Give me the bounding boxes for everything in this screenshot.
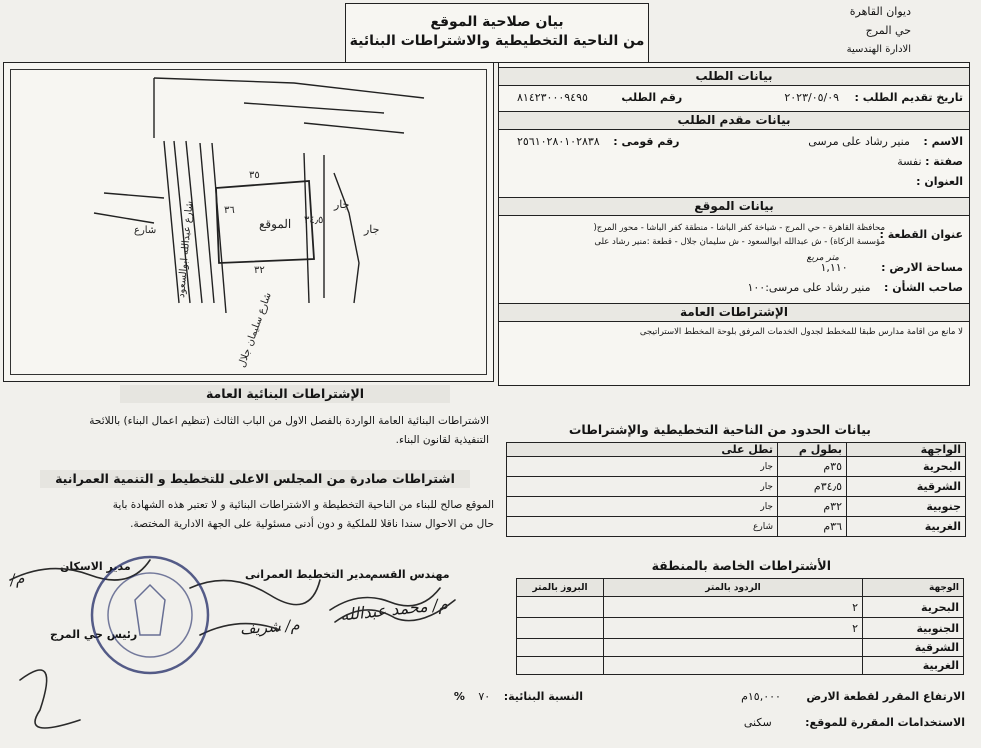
site-address bbox=[593, 221, 885, 249]
bounds-col-face: الواجهة bbox=[847, 443, 966, 457]
general-cond-header: الإشتراطات العامة bbox=[499, 303, 969, 322]
bounds-length: ٣٥م bbox=[778, 457, 847, 477]
site-owner bbox=[747, 281, 963, 294]
sketch-street-right bbox=[304, 153, 309, 303]
applicant-name bbox=[808, 135, 963, 148]
signature-engineer-title: مهندس القسم bbox=[370, 568, 450, 581]
request-date bbox=[784, 91, 963, 104]
sketch-label-plot: الموقع bbox=[259, 217, 292, 231]
title-line1: بيان صلاحية الموقع bbox=[430, 14, 564, 30]
bounds-length: ٣٢م bbox=[778, 497, 847, 517]
special-setback: ٢ bbox=[604, 618, 863, 639]
sketch-label-neighbor2: جار bbox=[364, 223, 380, 236]
official-seal bbox=[92, 557, 208, 673]
applicant-id-label: رقم قومى : bbox=[613, 135, 680, 148]
special-face: الشرقية bbox=[863, 639, 964, 657]
applicant-name-value: منير رشاد على مرسى bbox=[808, 135, 910, 148]
site-sketch-panel bbox=[3, 62, 494, 382]
bounds-face: الغربية bbox=[847, 517, 966, 537]
bounds-col-length: بطول م bbox=[778, 443, 847, 457]
request-date-label: تاريخ تقديم الطلب : bbox=[854, 91, 963, 104]
special-face: البحرية bbox=[863, 597, 964, 618]
council-line1: الموقع صالح للبناء من الناحية التخطيطة و الاشتراطات البنائية و لا تعتبر هذه الشهادة باية bbox=[112, 499, 494, 511]
uses-label: الاستخدامات المقررة للموقع: bbox=[805, 716, 965, 729]
ratio-label: النسبة البنائية: bbox=[503, 690, 583, 703]
applicant-capacity-value: نفسة bbox=[897, 155, 922, 168]
site-owner-label: صاحب الشأن : bbox=[883, 281, 963, 294]
sketch-dim-4: ٣٦ bbox=[224, 205, 235, 216]
building-cond-line2: التنفيذية لقانون البناء. bbox=[395, 434, 489, 446]
table-row bbox=[517, 657, 964, 675]
table-row bbox=[517, 618, 964, 639]
site-area-label: مساحة الارض : bbox=[881, 261, 963, 274]
gov-line2: حي المرج bbox=[865, 24, 911, 37]
applicant-id bbox=[517, 135, 679, 148]
signature-scribble-engineer bbox=[330, 588, 440, 610]
special-setback bbox=[604, 639, 863, 657]
bounds-table bbox=[506, 442, 966, 537]
general-cond-text: لا مانع من اقامة مدارس طبقا للمخطط لجدول الخدمات المرفق بلوحة المخطط الاستراتيجى bbox=[639, 327, 963, 337]
signature-chief-title: رئيس حي المرج bbox=[50, 628, 138, 641]
site-sketch bbox=[4, 63, 493, 381]
request-panel bbox=[498, 62, 970, 386]
request-date-value: ٢٠٢٣/٠٥/٠٩ bbox=[784, 91, 840, 104]
special-projection bbox=[517, 657, 604, 675]
title-line2: من الناحية التخطيطية والاشتراطات البنائية bbox=[349, 33, 645, 49]
sketch-label-north: شارع bbox=[134, 225, 157, 236]
council-line2: حال من الاحوال سندا ناقلا للملكية و دون أدنى مسئولية على الجهة الادارية المختصة. bbox=[130, 518, 494, 530]
council-text bbox=[113, 496, 494, 534]
height-row bbox=[741, 690, 965, 703]
site-area-value: ١,١١٠ bbox=[820, 261, 848, 274]
bounds-overlook: جار bbox=[507, 477, 778, 497]
applicant-capacity bbox=[897, 155, 963, 168]
ratio-unit: % bbox=[453, 690, 465, 703]
bounds-length: ٣٦م bbox=[778, 517, 847, 537]
table-row bbox=[517, 597, 964, 618]
request-header: بيانات الطلب bbox=[499, 67, 969, 86]
sketch-label-neighbor1: جار bbox=[334, 198, 350, 211]
site-area-unit: متر مربع bbox=[806, 253, 839, 263]
special-projection bbox=[517, 597, 604, 618]
special-col-setback: الردود بالمتر bbox=[604, 579, 863, 597]
signature-planning-title: مدير التخطيط العمرانى bbox=[245, 568, 372, 581]
gov-header bbox=[847, 2, 911, 59]
applicant-capacity-label: صفتة : bbox=[925, 155, 963, 168]
sketch-street-left-2 bbox=[212, 143, 226, 313]
site-address-label: عنوان القطعة : bbox=[879, 228, 963, 241]
table-row bbox=[507, 497, 966, 517]
bounds-face: البحرية bbox=[847, 457, 966, 477]
sketch-label-street2: شارع سليمان جلال bbox=[236, 291, 274, 370]
special-setback bbox=[604, 657, 863, 675]
height-value: ١٥,٠٠٠ bbox=[747, 690, 781, 703]
request-number bbox=[517, 91, 682, 104]
sketch-dim-3: ٣٢ bbox=[254, 265, 265, 276]
bounds-header-row bbox=[507, 443, 966, 457]
applicant-address-label: العنوان : bbox=[916, 175, 963, 188]
sketch-dim-2: ٣٤٫٥ bbox=[304, 215, 324, 226]
council-header: اشتراطات صادرة من المجلس الاعلى للتخطيط و التنمية العمرانية bbox=[40, 470, 470, 488]
special-header: الأشتراطات الخاصة بالمنطقة bbox=[651, 558, 831, 573]
special-face: الغربية bbox=[863, 657, 964, 675]
applicant-header: بيانات مقدم الطلب bbox=[499, 111, 969, 130]
special-header-row bbox=[517, 579, 964, 597]
site-owner-value: منير رشاد على مرسى:١٠٠ bbox=[747, 281, 871, 294]
site-header: بيانات الموقع bbox=[499, 197, 969, 216]
uses-row bbox=[744, 716, 965, 729]
signature-scribble-left bbox=[20, 670, 80, 728]
table-row bbox=[507, 457, 966, 477]
special-projection bbox=[517, 639, 604, 657]
special-face: الجنوبية bbox=[863, 618, 964, 639]
signature-housing-title: مدير الاسكان bbox=[60, 560, 131, 573]
building-cond-header: الإشتراطات البنائية العامة bbox=[120, 385, 450, 403]
bounds-overlook: جار bbox=[507, 497, 778, 517]
applicant-name-label: الاسم : bbox=[923, 135, 963, 148]
special-col-projection: البروز بالمتر bbox=[517, 579, 604, 597]
site-address-line2: مؤسسة الزكاة) - ش عبدالله ابوالسعود - ش سليمان جلال - قطعة :منير رشاد على bbox=[594, 237, 885, 247]
request-num-value: ٨١٤٢٣٠٠٠٩٤٩٥ bbox=[517, 91, 588, 104]
site-area bbox=[820, 261, 963, 274]
sketch-road-top bbox=[154, 78, 424, 98]
height-label: الارتفاع المقرر لقطعة الارض bbox=[806, 690, 965, 703]
eagle-emblem-icon bbox=[135, 585, 165, 635]
applicant-id-value: ٢٥٦١٠٢٨٠١٠٢٨٣٨ bbox=[517, 135, 600, 148]
special-table bbox=[516, 578, 964, 675]
special-col-face: الوجهة bbox=[863, 579, 964, 597]
bounds-face: جنوبية bbox=[847, 497, 966, 517]
special-setback: ٢ bbox=[604, 597, 863, 618]
request-num-label: رقم الطلب bbox=[621, 91, 683, 104]
bounds-overlook: شارع bbox=[507, 517, 778, 537]
sketch-label-street1: شارع عبدالله ابوالسعود bbox=[176, 200, 196, 299]
bounds-header: بيانات الحدود من الناحية التخطيطية والإشتراطات bbox=[568, 422, 871, 437]
signature-engineer-hand: م/ محمد عبدالله bbox=[339, 594, 449, 625]
building-cond-text bbox=[89, 412, 489, 450]
site-address-line1: محافظة القاهرة - حي المرج - شياخة كفر الباشا - منطقة كفر الباشا - محور المرج( bbox=[593, 223, 885, 233]
ratio-value: ٧٠ bbox=[478, 690, 491, 703]
bounds-col-overlook: تطل على bbox=[507, 443, 778, 457]
signature-planning-hand: م/ شريف bbox=[239, 615, 301, 639]
gov-line3: الادارة الهندسية bbox=[846, 44, 911, 55]
building-cond-line1: الاشتراطات البنائية العامة الواردة بالفصل الاول من الباب الثالث (تنظيم اعمال البناء) باللائحة bbox=[89, 415, 489, 427]
table-row bbox=[507, 517, 966, 537]
table-row bbox=[517, 639, 964, 657]
gov-line1: ديوان القاهرة bbox=[849, 5, 911, 18]
signature-scribble-planning bbox=[190, 580, 320, 605]
special-projection bbox=[517, 618, 604, 639]
bounds-face: الشرقية bbox=[847, 477, 966, 497]
bounds-length: ٣٤٫٥م bbox=[778, 477, 847, 497]
height-unit: م bbox=[741, 690, 748, 703]
sketch-dim-1: ٣٥ bbox=[249, 170, 260, 181]
bounds-overlook: جار bbox=[507, 457, 778, 477]
signature-marks bbox=[0, 540, 480, 748]
title-box bbox=[345, 3, 649, 63]
uses-value: سكنى bbox=[743, 716, 772, 729]
signature-chief-hand: م/ bbox=[8, 569, 26, 589]
table-row bbox=[507, 477, 966, 497]
